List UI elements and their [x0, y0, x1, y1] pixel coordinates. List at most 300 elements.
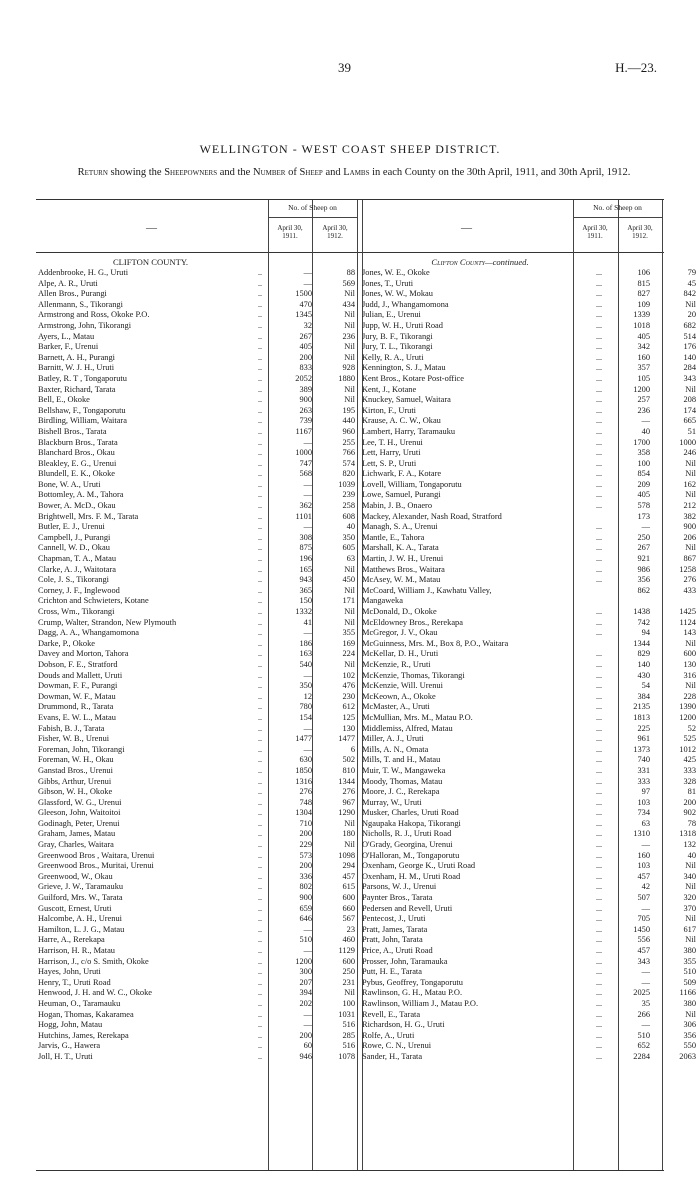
table-row: [362, 702, 696, 713]
sheep-1911: 1450: [633, 924, 650, 934]
leader-dots: ..: [258, 575, 262, 585]
sheep-1911: 833: [299, 363, 312, 373]
leader-dots: ...: [596, 490, 602, 500]
table-row: [38, 416, 358, 427]
owner-name: Pratt, John, Tarata: [362, 935, 423, 945]
leader-dots: ..: [258, 956, 262, 966]
sheep-1911: —: [641, 967, 650, 977]
sheep-1911: 267: [637, 543, 650, 553]
leader-dots: ...: [596, 448, 602, 458]
leader-dots: ..: [258, 331, 262, 341]
leader-dots: ..: [258, 967, 262, 977]
owner-name: Dobson, F. E., Stratford: [38, 659, 118, 669]
leader-dots: ..: [258, 310, 262, 320]
leader-dots: ...: [596, 268, 602, 277]
sheep-1911: 827: [637, 289, 650, 299]
owner-name: McKeown, A., Okoke: [362, 691, 436, 701]
sheep-1912: 340: [683, 871, 696, 881]
sheep-1911: —: [303, 628, 312, 638]
sheep-1912: 1880: [338, 373, 355, 383]
owner-name: Oxenham, George K., Uruti Road: [362, 861, 476, 871]
sheep-1912: Nil: [685, 384, 696, 394]
sheep-1912: 356: [683, 1030, 696, 1040]
leader-dots: ..: [258, 998, 262, 1008]
sheep-1911: 196: [299, 554, 312, 564]
table-row: [38, 745, 358, 756]
sheep-1912: 502: [342, 755, 355, 765]
table-row: [38, 596, 358, 607]
sheep-1912: 276: [683, 575, 696, 585]
owner-name: Nicholls, R. J., Uruti Road: [362, 829, 452, 839]
sheep-1912: 1166: [679, 988, 696, 998]
sheep-1912: 333: [683, 765, 696, 775]
owner-name: Godinagh, Peter, Urenui: [38, 818, 120, 828]
sheep-1911: 921: [637, 554, 650, 564]
sheep-1911: —: [641, 522, 650, 532]
sheep-1912: 224: [342, 649, 355, 659]
leader-dots: ...: [596, 278, 602, 288]
table-row: [38, 459, 358, 470]
sheep-1911: 470: [299, 299, 312, 309]
owner-name: Mills, T. and H., Matau: [362, 755, 441, 765]
owner-name: McCoard, William J., Kawhatu Valley,: [362, 585, 492, 595]
table-row: [362, 437, 696, 449]
sheep-1911: 140: [637, 659, 650, 669]
leader-dots: ...: [596, 977, 602, 987]
sheep-1911: 986: [637, 564, 650, 574]
table-row: [362, 924, 696, 936]
sheep-1912: 1258: [679, 564, 696, 574]
sheep-1912: 433: [683, 585, 696, 595]
sheep-1911: —: [303, 479, 312, 489]
sheep-1912: Nil: [344, 289, 355, 299]
leader-dots: ..: [258, 532, 262, 542]
table-row: [38, 501, 358, 512]
sheep-1911: 63: [641, 818, 650, 828]
table-row: [38, 702, 358, 713]
table-row: [38, 1031, 358, 1042]
leader-dots: ..: [258, 543, 262, 553]
sheep-1912: 306: [683, 1020, 696, 1030]
owner-name: Blanchard Bros., Okau: [38, 448, 115, 458]
owner-name: Prosser, John, Taramauka: [362, 956, 448, 966]
owner-name: Baxter, Richard, Tarata: [38, 384, 116, 394]
owner-name: Cannell, W. D., Okau: [38, 543, 110, 553]
owner-name: McKenzie, Thomas, Tikorangi: [362, 670, 465, 680]
owner-name: Grieve, J. W., Taramauku: [38, 882, 124, 892]
sheep-1911: 1373: [633, 744, 650, 754]
owner-name: Fabish, B. J., Tarata: [38, 723, 105, 733]
owner-name: Parsons, W. J., Urenui: [362, 882, 437, 892]
owner-name: Bishell Bros., Tarata: [38, 426, 107, 436]
owner-name: Kelly, R. A., Uruti: [362, 352, 424, 362]
leader-dots: ...: [596, 903, 602, 913]
sheep-1911: 739: [299, 416, 312, 426]
table-row: [38, 766, 358, 777]
leader-dots: ...: [596, 373, 602, 383]
sheep-1912: 1129: [338, 946, 355, 955]
owner-name: Middlemiss, Alfred, Matau: [362, 723, 453, 733]
col-header-1912: April 30, 1912.: [627, 224, 653, 240]
sheep-1911: 200: [299, 352, 312, 362]
sheep-1911: —: [303, 268, 312, 277]
owner-name: Pentecost, J., Uruti: [362, 914, 426, 924]
owner-name: Henry, T., Uruti Road: [38, 977, 111, 987]
owner-name: Lett, Harry, Uruti: [362, 448, 421, 458]
sheep-1911: —: [641, 840, 650, 850]
sheep-1911: 659: [299, 903, 312, 913]
leader-dots: ...: [596, 426, 602, 436]
owner-name: Sander, H., Tarata: [362, 1051, 423, 1061]
leader-dots: ..: [258, 585, 262, 595]
sheep-1912: Nil: [344, 564, 355, 574]
owner-name: Corney, J. F., Inglewood: [38, 585, 120, 595]
sheep-1911: 173: [637, 511, 650, 521]
sheep-1911: 1101: [295, 511, 312, 521]
leader-dots: ...: [596, 395, 602, 405]
sheep-1912: 842: [683, 289, 696, 299]
sheep-1912: 516: [342, 1020, 355, 1030]
sheep-1911: 209: [637, 479, 650, 489]
sheep-1912: 665: [683, 416, 696, 426]
owner-name: Mantle, E., Tahora: [362, 532, 425, 542]
sheep-1911: 630: [299, 755, 312, 765]
col-header-1912: April 30, 1912.: [322, 224, 348, 240]
owner-name: Kent Bros., Kotare Post-office: [362, 373, 464, 383]
owner-name: Kennington, S. J., Matau: [362, 363, 446, 373]
leader-dots: ..: [258, 628, 262, 638]
owner-name: Gibson, W. H., Okoke: [38, 787, 113, 797]
leader-dots: ..: [258, 564, 262, 574]
table-row: [38, 406, 358, 417]
owner-name: Moody, Thomas, Matau: [362, 776, 443, 786]
owner-name: Glassford, W. G., Urenui: [38, 797, 122, 807]
sheep-1911: 578: [637, 501, 650, 511]
sheep-1911: 802: [299, 882, 312, 892]
owner-name: Hamilton, L. J. G., Matau: [38, 924, 125, 934]
table-row: [362, 268, 696, 279]
owner-name: Muir, T. W., Mangaweka: [362, 765, 446, 775]
leader-dots: ...: [596, 808, 602, 818]
table-row: [362, 776, 696, 788]
sheep-1911: 875: [299, 543, 312, 553]
sheep-1912: 228: [683, 691, 696, 701]
section-heading: CLIFTON COUNTY.: [112, 257, 189, 267]
leader-dots: ...: [596, 532, 602, 542]
leader-dots: ..: [258, 268, 262, 277]
owner-name: Heuman, O., Taramauku: [38, 998, 121, 1008]
sheep-1911: 394: [299, 988, 312, 998]
sheep-1912: Nil: [685, 543, 696, 553]
owner-name: Lee, T. H., Urenui: [362, 437, 423, 447]
sheep-1912: 320: [683, 893, 696, 903]
sheep-1911: 1200: [633, 384, 650, 394]
owner-name: Jupp, W. H., Uruti Road: [362, 320, 443, 330]
table-row: [362, 458, 696, 470]
sheep-1911: 1344: [633, 638, 650, 648]
table-row: [38, 543, 358, 554]
sheep-1912: 1425: [679, 607, 696, 616]
table-row: [38, 1041, 358, 1052]
table-row: [362, 765, 696, 777]
owner-name: Gray, Charles, Waitara: [38, 840, 114, 850]
sheep-1911: 740: [637, 755, 650, 765]
table-row: [38, 300, 358, 311]
table-row: [362, 998, 696, 1010]
sheep-1911: 652: [637, 1041, 650, 1051]
sheep-1912: 1000: [679, 437, 696, 447]
table-row: [38, 469, 358, 480]
sheep-1912: 63: [346, 554, 355, 564]
owner-name: Jones, W. E., Okoke: [362, 268, 430, 277]
leader-dots: ...: [596, 988, 602, 998]
leader-dots: ...: [596, 776, 602, 786]
sheep-1911: 200: [299, 1030, 312, 1040]
leader-dots: ...: [596, 469, 602, 479]
sheep-1912: Nil: [344, 617, 355, 627]
owner-name: Guscott, Ernest, Uruti: [38, 903, 112, 913]
sheep-1911: 1850: [295, 765, 312, 775]
sheep-1912: 23: [346, 924, 355, 934]
leader-dots: ..: [258, 1051, 262, 1061]
table-row: [362, 299, 696, 311]
owner-name: Marshall, K. A., Tarata: [362, 543, 439, 553]
table-row: [362, 946, 696, 957]
sheep-1911: 35: [641, 998, 650, 1008]
sheep-1911: 854: [637, 469, 650, 479]
table-row: [362, 755, 696, 766]
owner-name: McGregor, J. V., Okau: [362, 628, 438, 638]
owner-name: McGuinness, Mrs. M., Box 8, P.O., Waitara: [362, 638, 509, 648]
sheep-1911: 2135: [633, 702, 650, 712]
owner-name: McMullian, Mrs. M., Matau P.O.: [362, 712, 473, 722]
owner-name: Miller, A. J., Uruti: [362, 734, 424, 744]
sheep-1912: 79: [687, 268, 696, 277]
owner-name: McKenzie, R., Uruti: [362, 659, 431, 669]
owner-name: Lowe, Samuel, Purangi: [362, 490, 441, 500]
leader-dots: ..: [258, 1009, 262, 1019]
table-row: [362, 850, 696, 862]
sheep-1912: 171: [342, 596, 355, 606]
sheep-1911: 308: [299, 532, 312, 542]
table-row: [38, 279, 358, 290]
table-row: [362, 882, 696, 893]
sheep-1912: 1318: [679, 829, 696, 839]
sheep-1912: 162: [683, 479, 696, 489]
owner-name: Harrison, J., c/o S. Smith, Okoke: [38, 956, 149, 966]
leader-dots: ...: [596, 723, 602, 733]
sheep-1911: 12: [303, 691, 312, 701]
sheep-1911: 267: [299, 331, 312, 341]
owner-name: Brightwell, Mrs. F. M., Tarata: [38, 511, 139, 521]
leader-dots: ...: [596, 1030, 602, 1040]
sheep-1911: 300: [299, 967, 312, 977]
table-row: [38, 1052, 358, 1063]
table-row: [38, 755, 358, 766]
sheep-1912: 40: [687, 850, 696, 860]
leader-dots: ...: [596, 871, 602, 881]
table-row: [38, 438, 358, 449]
right-column: [328, 257, 696, 1063]
sheep-1911: 100: [637, 458, 650, 468]
owner-name: Campbell, J., Purangi: [38, 532, 111, 542]
sheep-1912: 476: [342, 681, 355, 691]
owner-name: Halcombe, A. H., Urenui: [38, 914, 122, 924]
sheep-1912: 258: [342, 501, 355, 511]
sheep-1911: 229: [299, 840, 312, 850]
owner-name: Putt, H. E., Tarata: [362, 967, 422, 977]
sheep-1911: 165: [299, 564, 312, 574]
owner-name: Birdling, William, Waitara: [38, 416, 127, 426]
sheep-1912: 766: [342, 448, 355, 458]
sheep-1911: 1200: [295, 956, 312, 966]
sheep-1911: —: [303, 1020, 312, 1030]
leader-dots: ...: [596, 649, 602, 659]
leader-dots: ..: [258, 363, 262, 373]
sheep-1911: 573: [299, 850, 312, 860]
leader-dots: ...: [596, 946, 602, 955]
table-row: [362, 479, 696, 491]
leader-dots: ..: [258, 1030, 262, 1040]
leader-dots: ...: [596, 691, 602, 701]
owner-name: Armstrong and Ross, Okoke P.O.: [38, 310, 150, 320]
table-row: [362, 840, 696, 851]
sheep-1912: 615: [342, 882, 355, 892]
leader-dots: ...: [596, 787, 602, 797]
owner-name: Guilford, Mrs. W., Tarata: [38, 893, 123, 903]
leader-dots: ..: [258, 755, 262, 765]
sheep-1912: Nil: [685, 638, 696, 648]
sheep-1912: Nil: [344, 384, 355, 394]
owner-name: Lovell, William, Tongaporutu: [362, 479, 462, 489]
sheep-1911: 457: [637, 946, 650, 955]
sheep-1912: 600: [342, 893, 355, 903]
table-row: [362, 628, 696, 639]
leader-dots: ..: [258, 384, 262, 394]
leader-dots: ..: [258, 416, 262, 426]
table-row: [362, 469, 696, 480]
sheep-1911: 333: [637, 776, 650, 786]
owner-name: Jury, T. L., Tikorangi: [362, 342, 433, 352]
sheep-1911: —: [303, 1009, 312, 1019]
sheep-1911: 358: [637, 448, 650, 458]
owner-name: Batley, R. T , Tongaporutu: [38, 373, 127, 383]
sheep-owners-table: [36, 199, 696, 1171]
sheep-1911: 1310: [633, 829, 650, 839]
owner-name: Musker, Charles, Uruti Road: [362, 808, 459, 818]
table-row: [38, 448, 358, 459]
table-row: [38, 787, 358, 798]
sheep-1912: Nil: [685, 681, 696, 691]
table-row: [38, 861, 358, 872]
sheep-1911: 200: [299, 829, 312, 839]
sheep-1911: 389: [299, 384, 312, 394]
table-row: [362, 426, 696, 438]
sheep-1912: 100: [342, 998, 355, 1008]
leader-dots: ..: [258, 638, 262, 648]
sheep-1911: 510: [637, 1030, 650, 1040]
leader-dots: ..: [258, 702, 262, 712]
sheep-1912: 140: [683, 352, 696, 362]
sheep-1912: 902: [683, 808, 696, 818]
owner-name: Julian, E., Urenui: [362, 310, 421, 320]
sheep-1911: 1316: [295, 776, 312, 786]
sheep-1911: 1813: [633, 712, 650, 722]
sheep-1912: Nil: [685, 1009, 696, 1019]
leader-dots: ..: [258, 490, 262, 500]
sheep-1911: 60: [303, 1041, 312, 1051]
owner-name: Drummond, R., Tarata: [38, 702, 114, 712]
sheep-1912: 1200: [679, 712, 696, 722]
owner-name: Bower, A. McD., Okau: [38, 501, 116, 511]
sheep-1912: 600: [342, 956, 355, 966]
leader-dots: ...: [596, 850, 602, 860]
leader-dots: ..: [258, 649, 262, 659]
sheep-1911: —: [303, 744, 312, 754]
document-title: WELLINGTON - WEST COAST SHEEP DISTRICT.: [199, 142, 501, 156]
table-row: [362, 914, 696, 925]
sheep-1912: 206: [683, 532, 696, 542]
leader-dots: ..: [258, 712, 262, 722]
table-row: [38, 671, 358, 682]
table-row: [362, 310, 696, 321]
owner-name: Greenwood Bros , Waitara, Urenui: [38, 850, 155, 860]
leader-dots: ..: [258, 893, 262, 903]
leader-dots: ..: [258, 405, 262, 415]
leader-dots: ..: [258, 808, 262, 818]
leader-dots: ..: [258, 818, 262, 828]
sheep-1911: —: [303, 437, 312, 447]
sheep-1911: 747: [299, 458, 312, 468]
table-row: [38, 512, 358, 523]
page-header: [0, 60, 700, 76]
leader-dots: ...: [596, 681, 602, 691]
leader-dots: ..: [258, 765, 262, 775]
table-row: [362, 395, 696, 406]
col-header-1911: April 30, 1911.: [582, 224, 608, 240]
leader-dots: ...: [596, 320, 602, 330]
sheep-1912: Nil: [685, 914, 696, 924]
table-row: [362, 649, 696, 660]
table-row: [38, 374, 358, 385]
sheep-1911: 961: [637, 734, 650, 744]
sheep-1911: 780: [299, 702, 312, 712]
sheep-1912: 569: [342, 278, 355, 288]
leader-dots: ..: [258, 1020, 262, 1030]
leader-dots: ..: [258, 289, 262, 299]
sheep-1912: 285: [342, 1030, 355, 1040]
sheep-1911: 42: [641, 882, 650, 892]
owner-name: Chapman, T. A., Matau: [38, 554, 117, 564]
owner-name: Cole, J. S., Tikorangi: [38, 575, 109, 585]
leader-dots: ...: [596, 829, 602, 839]
table-row: [362, 829, 696, 840]
sheep-1912: 967: [342, 797, 355, 807]
sheep-1912: Nil: [344, 310, 355, 320]
owner-name: Armstrong, John, Tikorangi: [38, 320, 132, 330]
sheep-1911: 97: [641, 787, 650, 797]
leader-dots: ..: [258, 797, 262, 807]
leader-dots: ..: [258, 935, 262, 945]
sheep-1912: Nil: [685, 935, 696, 945]
leader-dots: ...: [596, 840, 602, 850]
sheep-1912: 125: [342, 712, 355, 722]
sheep-1912: 40: [346, 522, 355, 532]
table-row: [362, 416, 696, 427]
leader-dots: ...: [596, 543, 602, 553]
table-row: [362, 532, 696, 544]
table-row: [38, 935, 358, 946]
